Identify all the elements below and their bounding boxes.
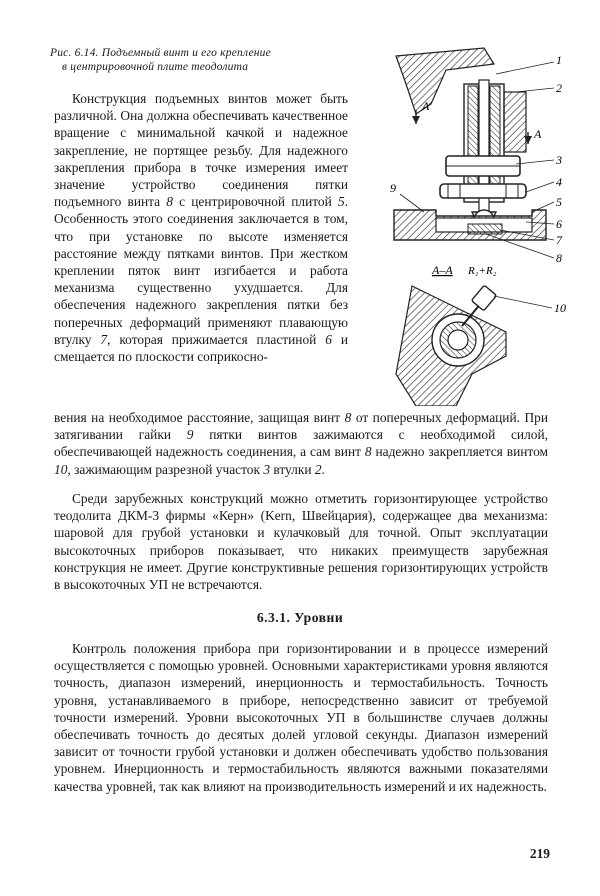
ref-2: 2 (314, 461, 322, 477)
section-mark-right: A (534, 127, 542, 141)
screw-shaft (479, 80, 489, 220)
paragraph-3: Контроль положения прибора при горизонтировании и в процессе измерений осуществляется с помощью уровней. Основными характеристиками уровня являются точность, диапазон измерений, инерционность и термостабильность. Точность уровня, устанавливаемого в приборе, непосредственно зависит от требуемой точности измерений. Уровни высокоточных УП в большинстве случаев должны обеспечивать точность до десятых долей угловой секунды. Диапазон измерений зависит от точности грубой установки и должен обеспечивать удобство пользования уровнем. Инерционность и термостабильность являются важными показателями качества уровней, так как влияют на производительность измерений и их надежность. (54, 641, 548, 794)
label-7: 7 (556, 233, 562, 247)
technical-drawing (376, 44, 568, 406)
label-5: 5 (556, 195, 562, 209)
paragraph-1: Конструкция подъемных винтов может быть различной. Она должна обеспечивать качественное вращение с минимальной качкой и надежное закрепление, не портящее резьбу. Для надежного закрепления прибора в точке измерения имеет значение устройство соединения пятки подъемного винта 8 с центрировочной плитой 5. Особенность этого соединения заключается в том, что при установке по высоте изменяется расстояние между пятками винтов. При жестком креплении пяток винт изгибается и работа механизма существенно ухудшается. Для обеспечения надежного закрепления пятки без поперечных деформаций применяют плавающую втулку 7, которая прижимается пластиной 6 и смещается по плоскости соприкосно- (54, 91, 349, 365)
label-3: 3 (556, 153, 562, 167)
p1-text-b: с центрировочной плитой (172, 194, 338, 210)
ref-6: 6 (325, 331, 332, 347)
p1-cont-c: пятки винтов зажимаются с необходимой силой, обеспечивающей надежность соединения, а сам винт (54, 427, 548, 460)
p1-cont-b: от поперечных деформаций. При затягивании гайки (54, 410, 548, 443)
page-number: 219 (529, 846, 550, 861)
p1-cont-f: втулки (270, 461, 315, 477)
caption-line-2: в центрировочной плите теодолита (62, 61, 249, 73)
p1-cont-d: надежно закрепляется винтом (371, 444, 548, 460)
ref-8c: 8 (364, 444, 372, 460)
p1-cont-e: , зажимающим разрезной участок (67, 461, 264, 477)
p1-text-d: , которая прижимается пластиной (107, 331, 326, 347)
p1-cont-g: . (321, 461, 325, 477)
paragraph-2: Среди зарубежных конструкций можно отметить горизонтирующее устройство теодолита ДКМ-3 фирмы «Керн» (Kern, Швейцария), содержащее два механизма: шаровой для грубой установки и кулачковый для точной. Опыт эксплуатации высокоточных приборов показывает, что никаких преимуществ зарубежная конструкция не имеет. Другие конструктивные решения горизонтирующих устройств в высокоточных УП не встречаются. (54, 491, 548, 593)
paragraph-2-block (54, 490, 548, 593)
radius-label: R₁+R₂ (468, 265, 497, 277)
ref-3: 3 (263, 461, 271, 477)
label-4: 4 (556, 175, 562, 189)
caption-line-1: Рис. 6.14. Подъемный винт и его крепление (50, 47, 271, 59)
ref-9: 9 (186, 427, 194, 443)
figure-caption (50, 46, 350, 74)
ref-5: 5 (337, 194, 345, 210)
bushing-right (490, 86, 500, 198)
paragraph-1-wrapped (54, 90, 348, 365)
section-title-aa: A–A (432, 263, 453, 277)
section-mark-left: A (422, 99, 430, 113)
housing-right (504, 92, 526, 152)
p1-text-c: . Особенность этого соединения заключается в том, что при установке по высоте изменяется расстояние между пятками винтов. При жестком креплении пяток винт изгибается и работа механизма существенно ухудшается. Для обеспечения надежного закрепления пятки без поперечных деформаций применяют плавающую втулку (54, 194, 348, 347)
ref-8b: 8 (344, 410, 352, 425)
label-9: 9 (390, 181, 396, 195)
ref-8: 8 (166, 194, 173, 210)
label-8: 8 (556, 251, 562, 265)
section-heading: 6.3.1. Уровни (256, 610, 344, 625)
paragraph-3-block (54, 640, 548, 795)
floating-bushing (468, 224, 502, 234)
label-2: 2 (556, 81, 562, 95)
clamp-screw (471, 285, 496, 311)
label-10: 10 (554, 301, 566, 315)
bushing-left (468, 86, 478, 198)
section-shaft (448, 330, 468, 350)
ref-10: 10 (54, 461, 68, 477)
paragraph-1-continuation (54, 409, 548, 478)
label-1: 1 (556, 53, 562, 67)
p1-text-e: и смещается по плоскости соприкосно (54, 331, 349, 365)
paragraph-1-cont (54, 409, 548, 478)
ref-7: 7 (100, 331, 108, 347)
p1-text-a: Конструкция подъемных винтов может быть различной. Она должна обеспечивать качественное вращение с минимальной качкой и надежное закрепление, не портящее резьбу. Для надежного закрепления прибора в точке измерения имеет значение устройство соединения пятки подъемного винта (54, 91, 348, 210)
label-6: 6 (556, 217, 562, 231)
knob (440, 184, 526, 198)
figure-lifting-screw-drawing (376, 44, 568, 406)
p1-cont-a: вения на необходимое расстояние, защищая винт (54, 410, 345, 425)
